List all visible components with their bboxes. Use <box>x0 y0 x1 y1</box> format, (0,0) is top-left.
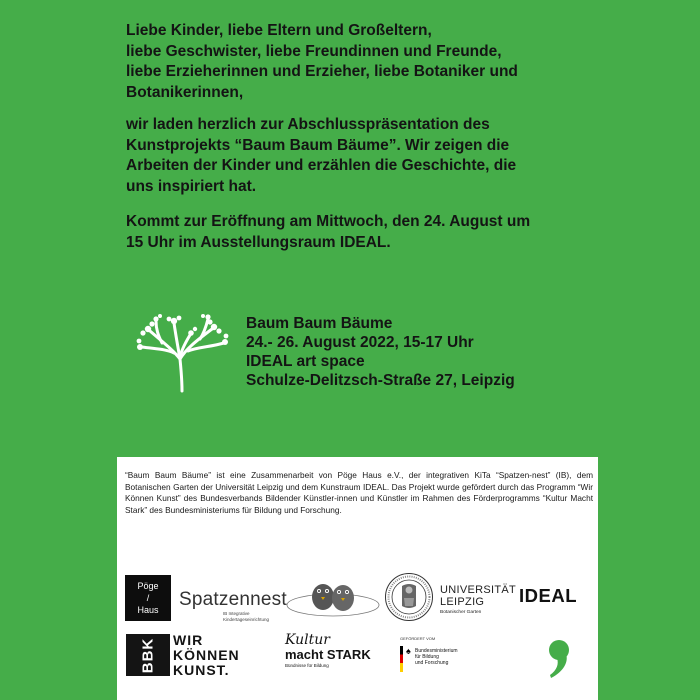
federal-eagle-icon: ♠ <box>406 646 411 656</box>
kultur-macht-stark-logo <box>285 633 371 669</box>
bmbf-name <box>415 648 485 666</box>
bmbf-logo <box>400 636 490 680</box>
spatzennest-name: Spatzennest <box>179 589 287 610</box>
opening-line: Kommt zur Eröffnung am Mittwoch, den 24. August um <box>126 213 531 230</box>
event-dates: 24.- 26. August 2022, 15-17 Uhr <box>246 334 474 351</box>
green-comma-icon <box>545 638 573 680</box>
invitation-line: Arbeiten der Kinder und erzählen die Geschichte, die <box>126 157 517 174</box>
greeting-line: Liebe Kinder, liebe Eltern und Großeltern, <box>126 22 432 39</box>
university-name-line: LEIPZIG <box>440 596 485 608</box>
university-name-line: UNIVERSITÄT <box>440 584 517 596</box>
invitation-paragraph <box>126 115 596 197</box>
invitation-line: Kunstprojekts “Baum Baum Bäume”. Wir zeigen die <box>126 136 510 154</box>
wir-koennen-kunst-line: WIR <box>173 632 204 648</box>
greeting-line: liebe Erzieherinnen und Erzieher, liebe Botaniker und <box>126 63 518 80</box>
university-leipzig-logo <box>440 584 517 617</box>
opening-paragraph <box>126 212 596 253</box>
greeting-line: Botanikerinnen, <box>126 83 244 101</box>
event-title: Baum Baum Bäume <box>246 315 393 332</box>
ideal-logo: IDEAL <box>519 585 577 606</box>
wir-koennen-kunst-logo <box>173 633 240 678</box>
wir-koennen-kunst-line: KUNST. <box>173 662 230 678</box>
botanical-garden-label: Botanischer Garten <box>440 610 482 615</box>
bmbf-name-line: und Forschung <box>415 660 449 666</box>
poge-haus-logo <box>125 575 171 621</box>
event-venue: IDEAL art space <box>246 353 365 370</box>
spatzennest-logo <box>179 589 285 623</box>
invitation-line: wir laden herzlich zur Abschlusspräsentation des <box>126 116 490 133</box>
bmbf-name-line: Bundesministerium <box>415 648 458 654</box>
kultur-logo-subtitle: Bündnisse für Bildung <box>285 663 329 668</box>
event-info <box>246 314 515 390</box>
poge-haus-logo-line: Pöge <box>137 581 159 591</box>
poge-haus-logo-line: / <box>146 593 150 603</box>
kultur-logo-line: Kultur <box>285 632 330 648</box>
event-address: Schulze-Delitzsch-Straße 27, Leipzig <box>246 372 515 389</box>
wir-koennen-kunst-line: KÖNNEN <box>173 647 240 663</box>
bbk-logo-text: BBK <box>139 637 157 673</box>
bmbf-funding-label: GEFÖRDERT VOM <box>400 636 436 641</box>
invitation-line: uns inspiriert hat. <box>126 177 257 195</box>
opening-line: 15 Uhr im Ausstellungsraum IDEAL. <box>126 233 391 251</box>
german-flag-icon <box>400 646 403 672</box>
poge-haus-logo-line: Haus <box>137 605 159 615</box>
sponsor-panel <box>117 457 598 700</box>
kultur-logo-line: macht STARK <box>285 647 371 662</box>
bmbf-name-line: für Bildung <box>415 654 439 660</box>
tree-icon <box>134 313 230 393</box>
spatzennest-subtitle: IB Integrative Kindertageseinrichtung <box>223 611 270 622</box>
credits-text: “Baum Baum Bäume” ist eine Zusammenarbeit von Pöge Haus e.V., der integrativen KiTa “Spatzen-nest” (IB), dem Botanischen Garten der Universität Leipzig und dem Kunstraum IDEAL. Das Projekt wurde gefördert durch das Programm “Wir Können Kunst” des Bundesverbands Bildender Künstler-innen und Künstler im Rahmen des Förderprogramms “Kultur Macht Stark” des Bundesministeriums für Bildung und Forschung. <box>125 470 593 515</box>
university-seal-icon <box>384 572 434 622</box>
sparrows-icon <box>285 573 381 621</box>
bbk-logo <box>126 634 170 676</box>
greeting-line: liebe Geschwister, liebe Freundinnen und Freunde, <box>126 42 502 60</box>
greeting-paragraph <box>126 21 596 103</box>
